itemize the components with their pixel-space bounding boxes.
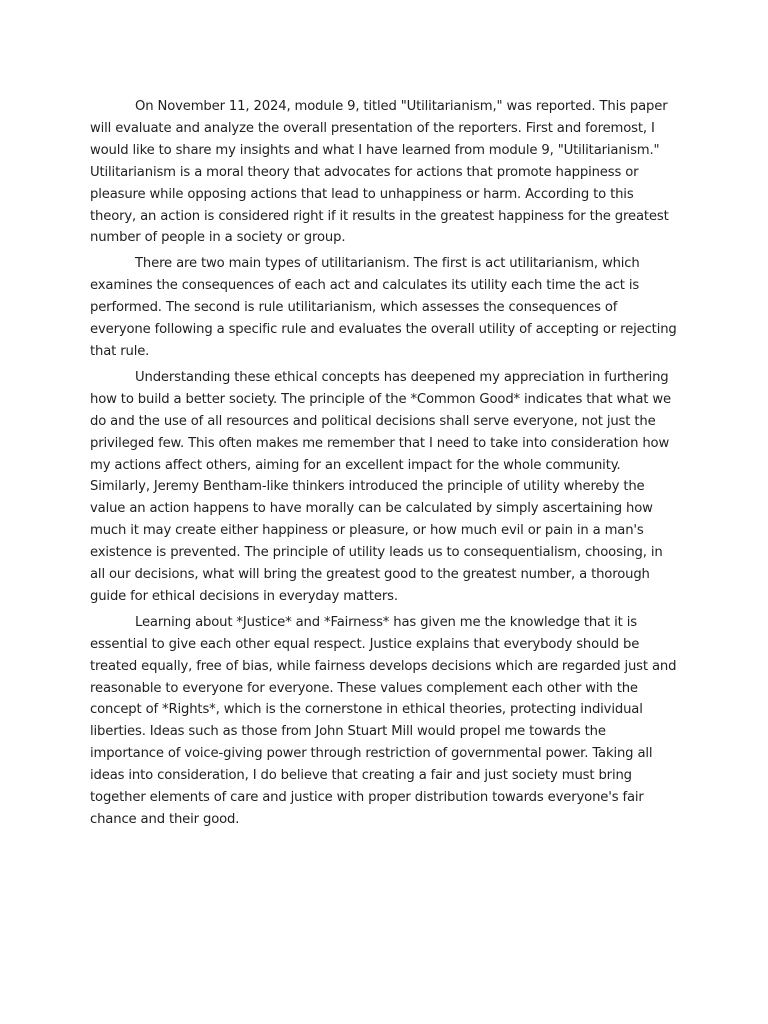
paragraph-1: On November 11, 2024, module 9, titled "Utilitarianism," was reported. This paper will evaluate and analyze the overall presentation of the reporters. First and foremost, I would like to share my insights and what I have learned from module 9, "Utilitarianism." Utilitarianism is a moral theory that advocates for actions that promote happiness or pleasure while opposing actions that lead to unhappiness or harm. According to this theory, an action is considered right if it results in the greatest happiness for the greatest number of people in a society or group. bbox=[90, 99, 669, 246]
paragraph-3: Understanding these ethical concepts has deepened my appreciation in furthering how to build a better society. The principle of the *Common Good* indicates that what we do and the use of all resources and political decisions shall serve everyone, not just the privileged few. This often makes me remember that I need to take into consideration how my actions affect others, aiming for an excellent impact for the whole community. Similarly, Jeremy Bentham-like thinkers introduced the principle of utility whereby the value an action happens to have morally can be calculated by simply ascertaining how much it may create either happiness or pleasure, or how much evil or pain in a man's existence is prevented. The principle of utility leads us to consequentialism, choosing, in all our decisions, what will bring the greatest good to the greatest number, a thorough guide for ethical decisions in everyday matters. bbox=[90, 369, 671, 604]
paragraph-4: Learning about *Justice* and *Fairness* has given me the knowledge that it is essential to give each other equal respect. Justice explains that everybody should be treated equally, free of bias, while fairness develops decisions which are regarded just and reasonable to everyone for everyone. These values complement each other with the concept of *Rights*, which is the cornerstone in ethical theories, protecting individual liberties. Ideas such as those from John Stuart Mill would propel me towards the importance of voice-giving power through restriction of governmental power. Taking all ideas into consideration, I do believe that creating a fair and just society must bring together elements of care and justice with proper distribution towards everyone's fair chance and their good. bbox=[90, 614, 677, 827]
document-body bbox=[90, 96, 680, 835]
paragraph-2: There are two main types of utilitarianism. The first is act utilitarianism, which examines the consequences of each act and calculates its utility each time the act is performed. The second is rule utilitarianism, which assesses the consequences of everyone following a specific rule and evaluates the overall utility of accepting or rejecting that rule. bbox=[90, 256, 677, 359]
